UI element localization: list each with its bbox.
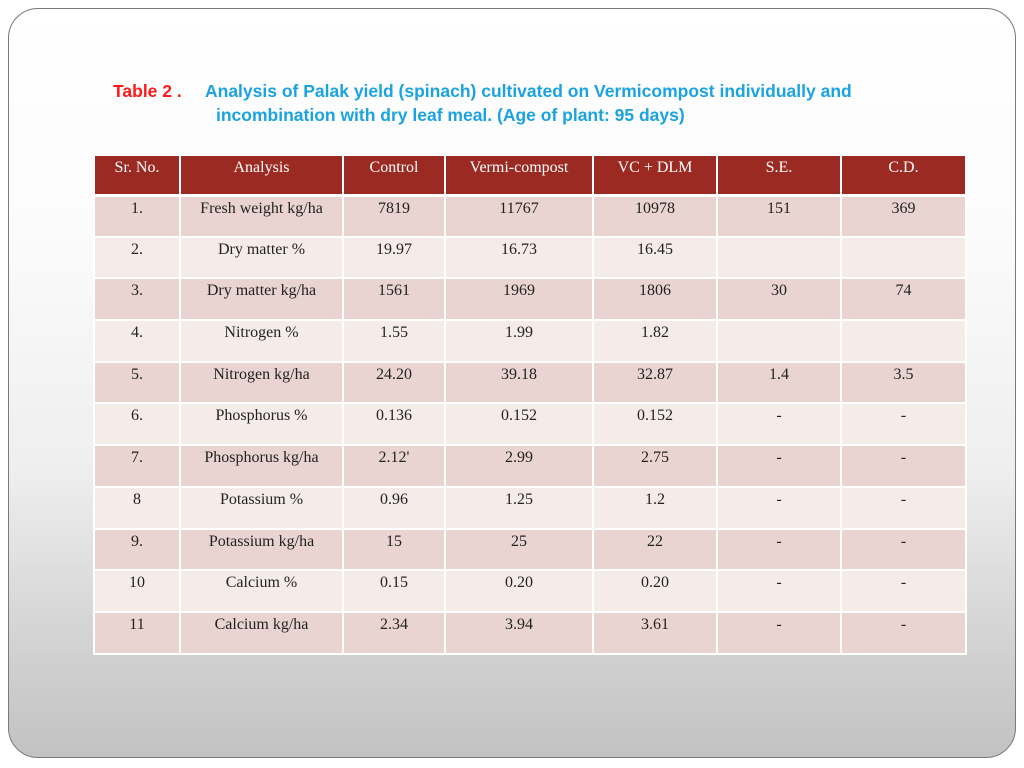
cell-col-analysis: Dry matter kg/ha: [180, 278, 343, 320]
cell-col-sr-no: 8: [94, 487, 180, 529]
cell-col-sr-no: 6.: [94, 403, 180, 445]
cell-col-vc-dlm: 2.75: [593, 445, 717, 487]
cell-col-sr-no: 7.: [94, 445, 180, 487]
cell-col-cd: [841, 320, 966, 362]
cell-col-se: -: [717, 612, 841, 654]
cell-col-analysis: Calcium kg/ha: [180, 612, 343, 654]
cell-col-sr-no: 2.: [94, 237, 180, 279]
cell-col-sr-no: 11: [94, 612, 180, 654]
cell-col-control: 2.12': [343, 445, 445, 487]
title-line-1: Analysis of Palak yield (spinach) cultivated on Vermicompost individually and: [205, 81, 852, 101]
cell-col-control: 24.20: [343, 362, 445, 404]
cell-col-analysis: Nitrogen kg/ha: [180, 362, 343, 404]
cell-col-vermicompost: 2.99: [445, 445, 593, 487]
cell-col-se: -: [717, 570, 841, 612]
header-col-cd: C.D.: [841, 155, 966, 195]
cell-col-analysis: Fresh weight kg/ha: [180, 195, 343, 237]
header-col-analysis: Analysis: [180, 155, 343, 195]
cell-col-sr-no: 3.: [94, 278, 180, 320]
header-col-se: S.E.: [717, 155, 841, 195]
cell-col-vc-dlm: 16.45: [593, 237, 717, 279]
cell-col-vermicompost: 25: [445, 529, 593, 571]
cell-col-se: -: [717, 529, 841, 571]
cell-col-vc-dlm: 32.87: [593, 362, 717, 404]
cell-col-cd: -: [841, 529, 966, 571]
cell-col-vc-dlm: 0.152: [593, 403, 717, 445]
table-label: Table 2 .: [113, 81, 182, 101]
cell-col-sr-no: 1.: [94, 195, 180, 237]
cell-col-sr-no: 10: [94, 570, 180, 612]
cell-col-vermicompost: 3.94: [445, 612, 593, 654]
cell-col-sr-no: 5.: [94, 362, 180, 404]
title-line-2: incombination with dry leaf meal. (Age of plant: 95 days): [216, 105, 685, 125]
cell-col-se: 30: [717, 278, 841, 320]
header-col-vc-dlm: VC + DLM: [593, 155, 717, 195]
cell-col-control: 0.136: [343, 403, 445, 445]
cell-col-control: 19.97: [343, 237, 445, 279]
cell-col-sr-no: 9.: [94, 529, 180, 571]
table-row: [94, 529, 966, 571]
header-col-control: Control: [343, 155, 445, 195]
cell-col-cd: [841, 237, 966, 279]
cell-col-sr-no: 4.: [94, 320, 180, 362]
cell-col-cd: 74: [841, 278, 966, 320]
table-row: [94, 320, 966, 362]
cell-col-control: 15: [343, 529, 445, 571]
cell-col-vermicompost: 1.25: [445, 487, 593, 529]
analysis-table: [93, 154, 967, 655]
cell-col-se: 151: [717, 195, 841, 237]
cell-col-analysis: Nitrogen %: [180, 320, 343, 362]
cell-col-control: 0.96: [343, 487, 445, 529]
cell-col-vc-dlm: 1806: [593, 278, 717, 320]
cell-col-cd: 369: [841, 195, 966, 237]
cell-col-vermicompost: 39.18: [445, 362, 593, 404]
table-row: [94, 362, 966, 404]
cell-col-se: [717, 320, 841, 362]
cell-col-analysis: Dry matter %: [180, 237, 343, 279]
cell-col-cd: -: [841, 612, 966, 654]
cell-col-vermicompost: 0.20: [445, 570, 593, 612]
table-row: [94, 278, 966, 320]
cell-col-vc-dlm: 1.2: [593, 487, 717, 529]
table-row: [94, 195, 966, 237]
cell-col-se: -: [717, 403, 841, 445]
table-title: [113, 79, 852, 127]
cell-col-se: -: [717, 487, 841, 529]
cell-col-analysis: Potassium %: [180, 487, 343, 529]
table-row: [94, 403, 966, 445]
header-col-sr-no: Sr. No.: [94, 155, 180, 195]
cell-col-cd: 3.5: [841, 362, 966, 404]
cell-col-vermicompost: 0.152: [445, 403, 593, 445]
cell-col-analysis: Potassium kg/ha: [180, 529, 343, 571]
cell-col-control: 1561: [343, 278, 445, 320]
table-row: [94, 570, 966, 612]
cell-col-se: 1.4: [717, 362, 841, 404]
cell-col-analysis: Phosphorus %: [180, 403, 343, 445]
cell-col-cd: -: [841, 570, 966, 612]
cell-col-vc-dlm: 22: [593, 529, 717, 571]
cell-col-cd: -: [841, 403, 966, 445]
cell-col-control: 2.34: [343, 612, 445, 654]
table-row: [94, 487, 966, 529]
table-row: [94, 445, 966, 487]
cell-col-cd: -: [841, 445, 966, 487]
cell-col-control: 0.15: [343, 570, 445, 612]
table-body: [94, 195, 966, 654]
cell-col-vermicompost: 11767: [445, 195, 593, 237]
cell-col-control: 7819: [343, 195, 445, 237]
cell-col-analysis: Calcium %: [180, 570, 343, 612]
cell-col-cd: -: [841, 487, 966, 529]
cell-col-vermicompost: 16.73: [445, 237, 593, 279]
cell-col-se: [717, 237, 841, 279]
cell-col-vc-dlm: 10978: [593, 195, 717, 237]
cell-col-vc-dlm: 0.20: [593, 570, 717, 612]
cell-col-vermicompost: 1.99: [445, 320, 593, 362]
cell-col-vc-dlm: 1.82: [593, 320, 717, 362]
header-col-vermicompost: Vermi-compost: [445, 155, 593, 195]
cell-col-vc-dlm: 3.61: [593, 612, 717, 654]
cell-col-control: 1.55: [343, 320, 445, 362]
cell-col-analysis: Phosphorus kg/ha: [180, 445, 343, 487]
table-row: [94, 237, 966, 279]
cell-col-vermicompost: 1969: [445, 278, 593, 320]
cell-col-se: -: [717, 445, 841, 487]
table-row: [94, 612, 966, 654]
table-header-row: [94, 155, 966, 195]
